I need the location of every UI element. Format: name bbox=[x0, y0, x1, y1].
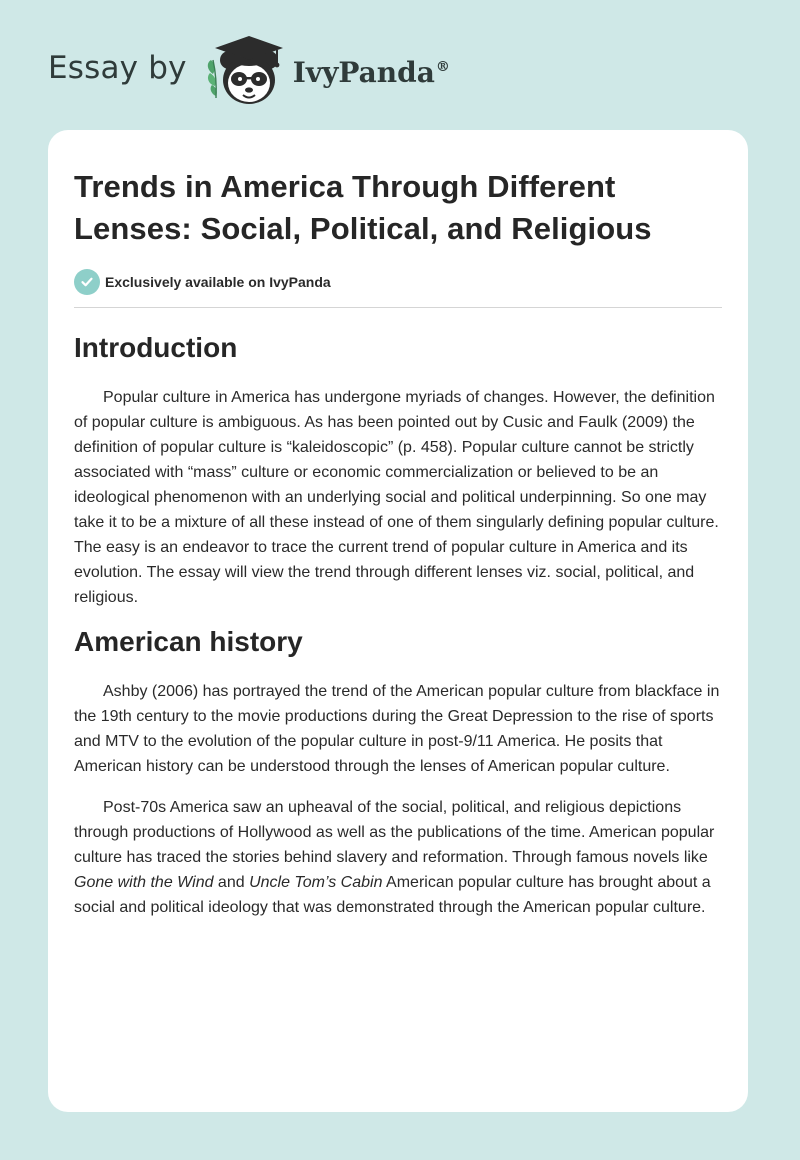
paragraph-text: and bbox=[213, 874, 250, 891]
essay-card bbox=[48, 130, 748, 1112]
paragraph: Ashby (2006) has portrayed the trend of the American popular culture from blackface in the 19th century to the movie productions during the Great Depression to the rise of sports and MTV to the evolution of the popular culture in post-9/11 America. He posits that American history can be understood through the lenses of American popular culture. bbox=[74, 683, 720, 775]
check-circle-icon bbox=[74, 269, 100, 295]
book-title: Uncle Tom’s Cabin bbox=[249, 874, 383, 891]
exclusive-badge bbox=[74, 268, 722, 296]
panda-logo-icon bbox=[203, 30, 289, 110]
brand-text: IvyPanda bbox=[292, 55, 435, 89]
section-heading-american-history: American history bbox=[74, 626, 303, 657]
book-title: Gone with the Wind bbox=[74, 874, 214, 891]
exclusive-label: Exclusively available on IvyPanda bbox=[105, 274, 331, 290]
paragraph-text: Post-70s America saw an upheaval of the social, political, and religious depictions through productions of Hollywood as well as the publications of the time. American popular culture has traced the stories behind slavery and reformation. Through famous novels like bbox=[74, 799, 715, 866]
registered-mark: ® bbox=[435, 59, 450, 76]
essay-title: Trends in America Through Different Lenses: Social, Political, and Religious bbox=[74, 169, 652, 246]
divider bbox=[74, 307, 722, 308]
paragraph bbox=[74, 795, 722, 920]
paragraph-text: American popular culture has brought about a social and political ideology that was demonstrated through the American popular culture. bbox=[74, 874, 711, 916]
site-header bbox=[48, 30, 450, 110]
paragraph: Popular culture in America has undergone myriads of changes. However, the definition of popular culture is ambiguous. As has been pointed out by Cusic and Faulk (2009) the definition of popular culture is “kaleidoscopic” (p. 458). Popular culture cannot be strictly associated with “mass” culture or economic commercialization or believed to be an ideological phenomenon with an underlying social and political underpinning. So one may take it to be a mixture of all these instead of one of them singularly defining popular culture. The easy is an endeavor to trace the current trend of popular culture in America and its evolution. The essay will view the trend through different lenses viz. social, political, and religious. bbox=[74, 389, 719, 606]
brand-name[interactable] bbox=[293, 56, 450, 89]
section-heading-introduction: Introduction bbox=[74, 332, 238, 363]
essay-by-label: Essay by bbox=[48, 50, 187, 86]
